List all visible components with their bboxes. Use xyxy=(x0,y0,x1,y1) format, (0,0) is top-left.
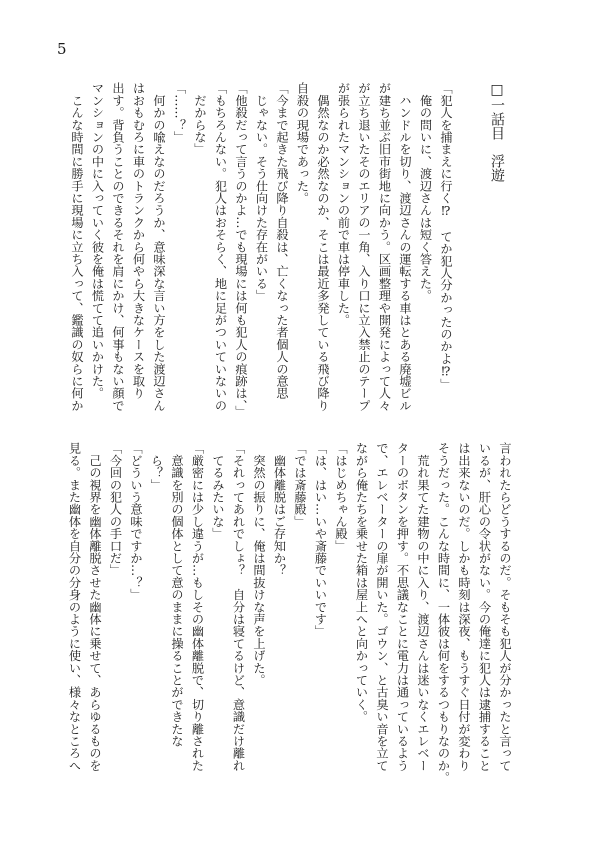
text-line: で、エレベーターの扉が開いた。ゴウン、と古臭い音を立て xyxy=(375,442,389,772)
text-block-top xyxy=(67,82,457,418)
text-line: ながら俺たちを乗せた箱は屋上へと向かっていく。 xyxy=(354,442,369,723)
text-line: 「は、はい…いや斎藤でいいです」 xyxy=(313,442,328,638)
text-line: だからな」 xyxy=(193,82,207,156)
text-line: 突然の振りに、俺は間抜けな声を上げた。 xyxy=(252,442,266,686)
text-line: いるが、肝心の令状がない。今の俺達に犯人は逮捕すること xyxy=(477,442,492,772)
text-line: 「どういう意味ですか…？」 xyxy=(129,442,143,601)
text-line: はおもむろに車のトランクから何やら大きなケースを取り xyxy=(131,82,146,400)
text-line: てるみたいな」 xyxy=(211,442,225,540)
text-line: 「では斎藤殿」 xyxy=(293,442,307,528)
text-line: 「……？」 xyxy=(172,82,187,143)
text-line: 自殺の現場であった。 xyxy=(295,82,310,204)
text-line: 言われたらどうするのだ。そもそも犯人が分かったと言って xyxy=(498,442,512,772)
text-line: ターのボタンを押す。不思議なことに電力は通っているよう xyxy=(395,442,410,772)
text-line: マンションの中に入っていく彼を俺は慌てて追いかけた。 xyxy=(90,82,105,400)
text-line: 「もちろんない。犯人はおそらく、地に足がついていないの xyxy=(213,82,228,412)
text-line: 己の視界を幽体離脱させた幽体に乗せて、あらゆるものを xyxy=(88,442,102,772)
text-line: 荒れ果てた建物の中に入り、渡辺さんは迷いなくエレベー xyxy=(416,442,430,772)
text-line: 偶然なのか必然なのか、そこは最近多発している飛び降り xyxy=(316,82,330,412)
text-line: 何かの喩えなのだろうか、意味深な言い方をした渡辺さん xyxy=(152,82,166,412)
text-line: が建ち並ぶ旧市街地に向かう。区画整理や開発によって人々 xyxy=(377,82,392,412)
text-line: ハンドルを切り、渡辺さんの運転する車はとある廃墟ビル xyxy=(398,82,412,412)
text-line: 「今回の犯人の手口だ」 xyxy=(108,442,123,577)
text-line: じゃない。そう仕向けた存在がいる」 xyxy=(254,82,269,302)
text-line: 「犯人を捕まえに行く⁉ てか犯人分かったのかよ⁉」 xyxy=(439,82,453,391)
text-block-bottom xyxy=(64,442,515,784)
page-number: 5 xyxy=(57,40,67,58)
text-line: は出来ないのだ。しかも時刻は深夜、もうすぐ日付が変わり xyxy=(457,442,471,772)
text-line: ら？」 xyxy=(149,442,164,491)
text-line: 「他殺だって言うのかよ…でも現場には何も犯人の痕跡は、」 xyxy=(234,82,248,418)
text-line: 出す。背負うことのできるそれを肩にかけ、何事もない顔で xyxy=(111,82,125,412)
text-line: 見る。また幽体を自分の分身のように使い、様々なところへ xyxy=(67,442,82,772)
text-line: が張られたマンションの前で車は停車した。 xyxy=(336,82,351,326)
text-line: 意識を別の個体として意のままに操ることができたな xyxy=(170,442,184,747)
text-line: 幽体離脱はご存知か？ xyxy=(272,442,287,577)
text-line: が立ち退いたそのエリアの一角、入り口に立入禁止のテープ xyxy=(357,82,371,412)
text-line: こんな時間に勝手に現場に立ち入って、鑑識の奴らに何か xyxy=(70,82,84,412)
chapter-title: □一話目 浮遊 xyxy=(489,82,505,182)
text-line: 俺の問いに、渡辺さんは短く答えた。 xyxy=(418,82,433,302)
text-line: 「はじめちゃん殿」 xyxy=(334,442,348,552)
text-line: 「それってあれでしょ？ 自分は寝てるけど、意識だけ離れ xyxy=(231,442,246,772)
text-line: 「今まで起きた飛び降り自殺は、亡くなった者個人の意思 xyxy=(275,82,289,400)
text-line: そうだった。こんな時間に、一体彼は何をするつもりなのか。 xyxy=(436,442,451,784)
text-line: 「厳密には少し違うが…もしその幽体離脱で、切り離された xyxy=(190,442,205,772)
